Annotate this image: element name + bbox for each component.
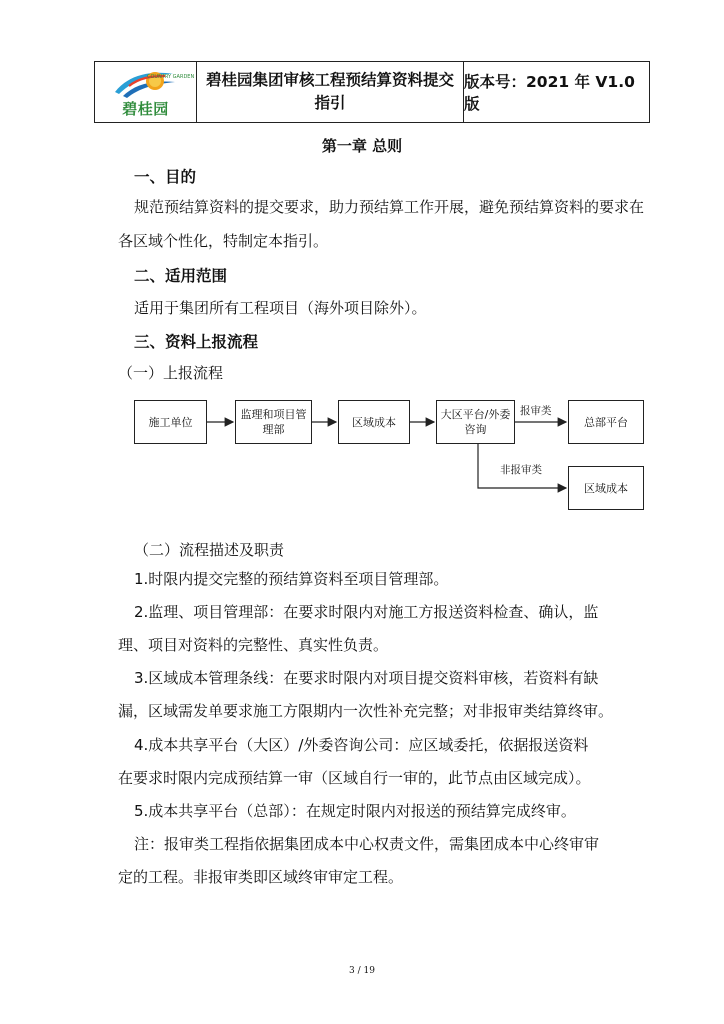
note-line-2: 定的工程。非报审类即区域终审审定工程。 [118, 868, 404, 886]
flow-box-platform: 大区平台/外委咨询 [436, 400, 515, 444]
item-5: 5.成本共享平台（总部）：在规定时限内对报送的预结算完成终审。 [134, 802, 576, 820]
flow-box-hq-platform: 总部平台 [568, 400, 644, 444]
flow-box-supervision: 监理和项目管理部 [235, 400, 312, 444]
item-4-line-1: 4.成本共享平台（大区）/外委咨询公司：应区域委托，依据报送资料 [134, 736, 589, 754]
item-4-line-2: 在要求时限内完成预结算一审（区域自行一审的，此节点由区域完成）。 [118, 769, 591, 787]
item-2-line-2: 理、项目对资料的完整性、真实性负责。 [118, 636, 389, 654]
note-line-1: 注：报审类工程指依据集团成本中心权责文件，需集团成本中心终审审 [134, 835, 600, 853]
purpose-text: 规范预结算资料的提交要求，助力预结算工作开展，避免预结算资料的要求在各区域个性化，特制定本指引。 [118, 198, 645, 250]
scope-text: 适用于集团所有工程项目（海外项目除外）。 [134, 299, 427, 317]
item-3-line-2: 漏，区域需发单要求施工方限期内一次性补充完整；对非报审类结算终审。 [118, 702, 614, 720]
document-title: 碧桂园集团审核工程预结算资料提交指引 [197, 62, 464, 122]
purpose-heading: 一、目的 [134, 168, 197, 186]
flow-box-contractor: 施工单位 [134, 400, 207, 444]
item-2-line-1: 2.监理、项目管理部：在要求时限内对施工方报送资料检查、确认，监 [134, 603, 599, 621]
item-1: 1.时限内提交完整的预结算资料至项目管理部。 [134, 570, 449, 588]
subsection-report-flow: （一）上报流程 [118, 364, 224, 382]
flow-label-nonreport: 非报审类 [500, 464, 542, 476]
page-number: 3 / 19 [349, 966, 375, 976]
flow-box-regional-cost: 区域成本 [338, 400, 410, 444]
subsection-description: （二）流程描述及职责 [134, 541, 285, 559]
flow-label-report: 报审类 [520, 405, 552, 417]
item-3-line-1: 3.区域成本管理条线：在要求时限内对项目提交资料审核，若资料有缺 [134, 669, 599, 687]
chapter-title: 第一章 总则 [321, 137, 403, 155]
scope-heading: 二、适用范围 [134, 267, 228, 285]
flow-box-regional-cost-final: 区域成本 [568, 466, 644, 510]
logo-text: 碧桂园 [122, 100, 169, 118]
version-label: 版本号：2021 年 V1.0 版 [464, 73, 635, 113]
process-heading: 三、资料上报流程 [134, 333, 259, 351]
logo-small-text: COUNTRY GARDEN [147, 74, 195, 80]
